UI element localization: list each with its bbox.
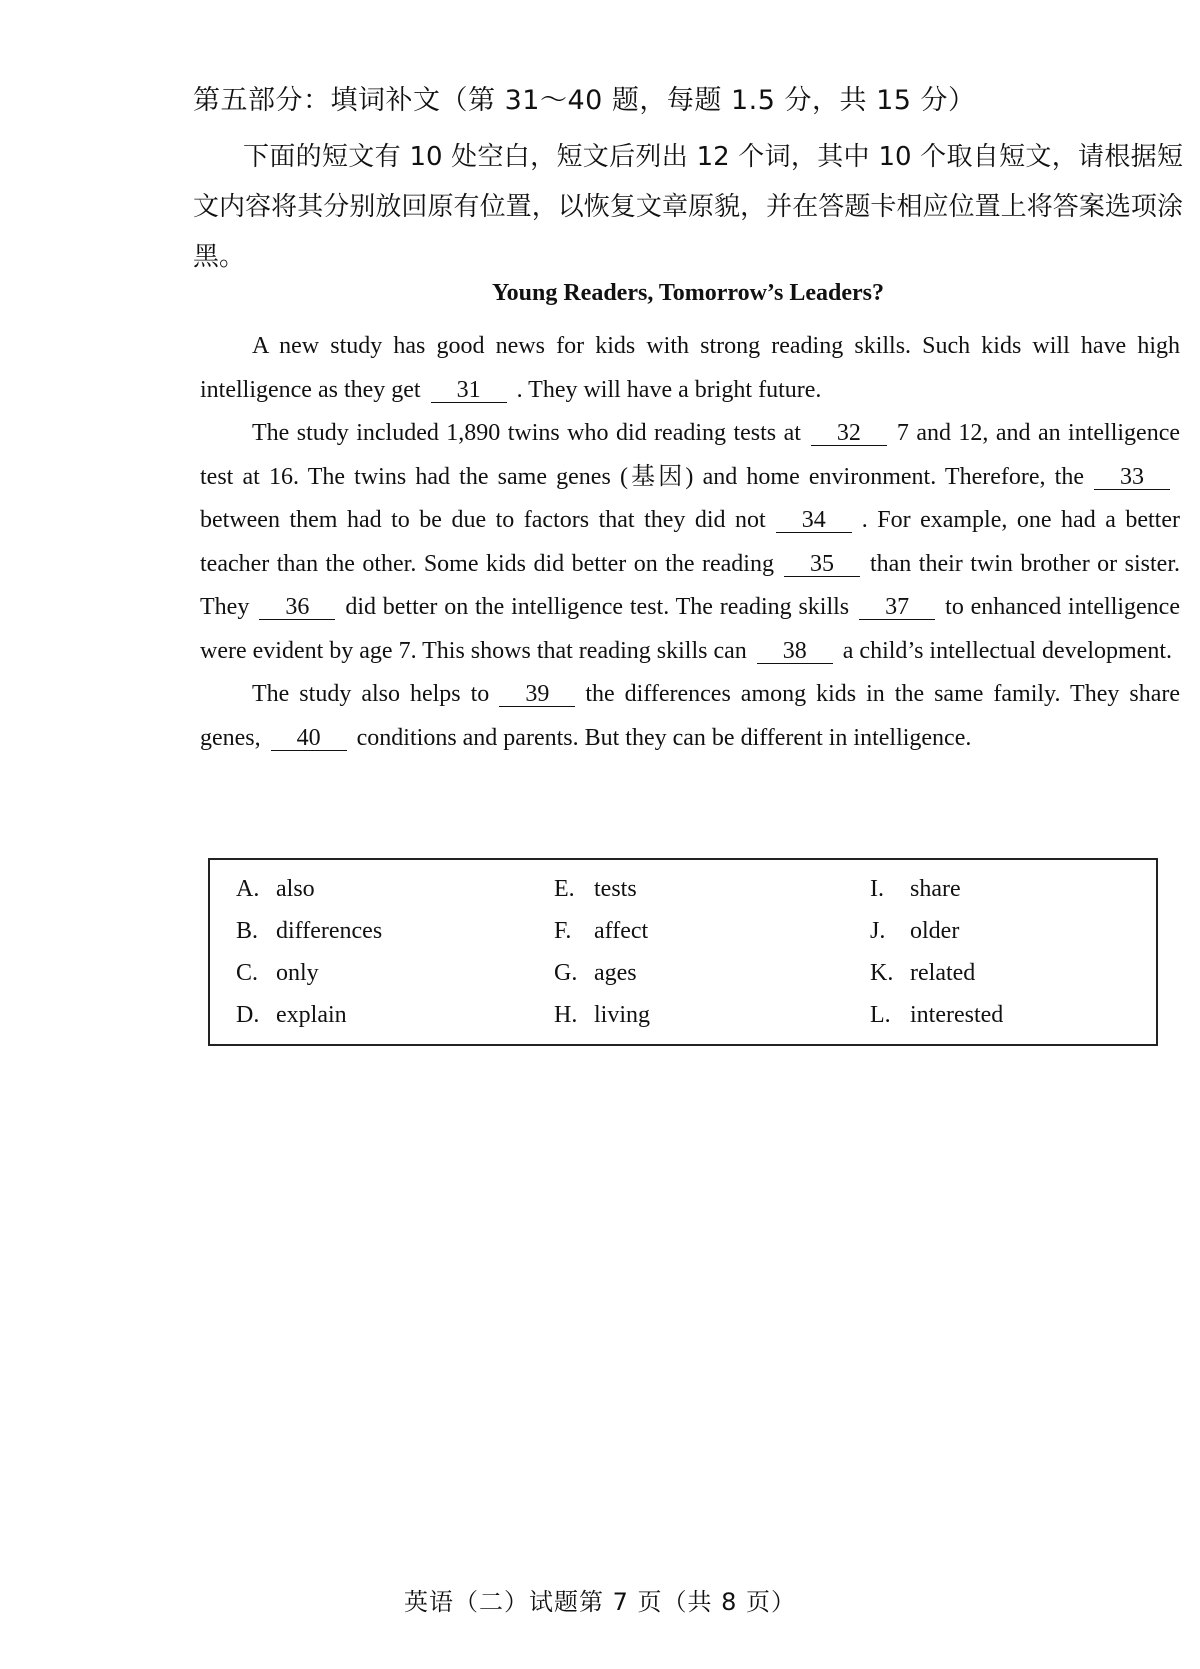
blank-40: 40 <box>271 726 347 751</box>
page-footer: 英语（二）试题第 7 页（共 8 页） <box>403 1588 797 1616</box>
passage-text: a child’s intellectual development. <box>842 637 1172 664</box>
blank-31: 31 <box>431 378 507 403</box>
option-item: E. tests <box>554 876 637 902</box>
passage-text: conditions and parents. But they can be different in intelligence. <box>356 724 972 751</box>
blank-32: 32 <box>811 421 887 446</box>
passage-text: A new study has good news for kids with strong reading skills. Such kids will have high intelligence as they get <box>200 333 1180 403</box>
passage-text: did better on the intelligence test. The reading skills <box>345 594 850 620</box>
passage-body <box>200 325 1180 760</box>
blank-36: 36 <box>259 595 335 620</box>
option-item: K. related <box>870 960 976 986</box>
passage-text: than their twin brother or sister. They <box>200 550 1180 620</box>
passage-text: The study included 1,890 twins who did reading tests at <box>252 420 801 446</box>
paragraph <box>200 325 1180 412</box>
passage-text: The study also helps to <box>252 681 490 707</box>
passage-text: . They will have a bright future. <box>516 376 822 403</box>
blank-38: 38 <box>757 639 833 664</box>
option-item: H. living <box>554 1002 651 1028</box>
paragraph <box>200 412 1180 673</box>
blank-34: 34 <box>776 508 852 533</box>
option-item: B. differences <box>236 918 383 944</box>
passage-text: 7 and 12, and an intelligence test at 16. The twins had the same genes (基因) and home environment. Therefore, the <box>200 420 1181 490</box>
blank-33: 33 <box>1094 465 1170 490</box>
option-item: A. also <box>236 876 315 902</box>
passage-text: the differences among kids in the same family. They share genes, <box>200 681 1181 751</box>
passage-text: . For example, one had a better teacher than the other. Some kids did better on the reading <box>200 507 1180 577</box>
option-item: C. only <box>236 960 319 986</box>
instructions <box>193 132 1183 282</box>
blank-35: 35 <box>784 552 860 577</box>
passage-text: between them had to be due to factors that they did not <box>200 507 766 533</box>
passage-text: to enhanced intelligence were evident by age 7. This shows that reading skills can <box>200 594 1180 664</box>
word-bank <box>208 858 1158 1046</box>
blank-39: 39 <box>499 682 575 707</box>
option-item: G. ages <box>554 960 637 986</box>
instruction-text: 下面的短文有 10 处空白，短文后列出 12 个词，其中 10 个取自短文，请根据短文内容将其分别放回原有位置，以恢复文章原貌，并在答题卡相应位置上将答案选项涂黑。 <box>193 142 1183 272</box>
option-item: D. explain <box>236 1002 347 1028</box>
option-item: I. share <box>870 876 961 902</box>
paragraph <box>200 673 1180 760</box>
passage-title: Young Readers, Tomorrow’s Leaders? <box>491 280 884 306</box>
section-heading: 第五部分：填词补文（第 31～40 题，每题 1.5 分，共 15 分） <box>193 85 976 116</box>
option-item: L. interested <box>870 1002 1004 1028</box>
blank-37: 37 <box>859 595 935 620</box>
option-item: J. older <box>870 918 960 944</box>
option-item: F. affect <box>554 918 649 944</box>
